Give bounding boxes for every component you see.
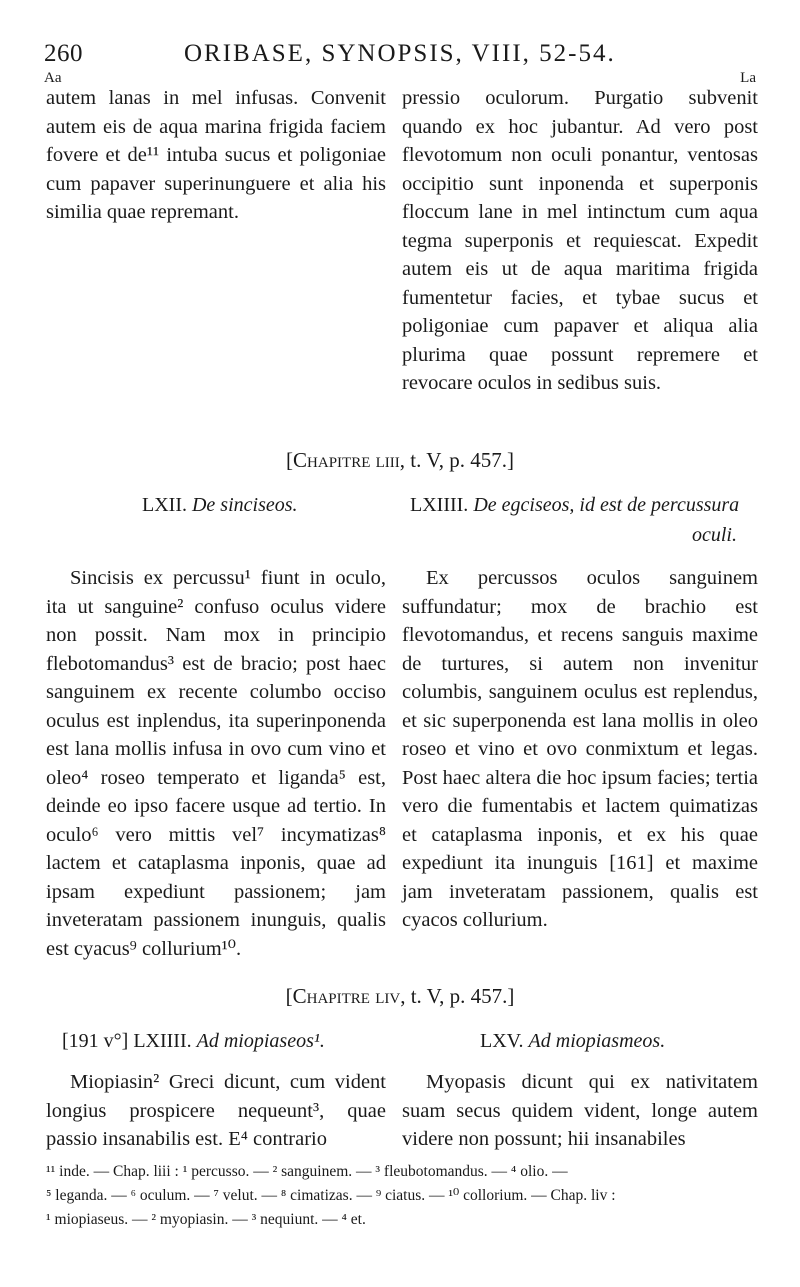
section-63-title-text: Ad miopiaseos¹. — [196, 1030, 325, 1052]
section-62-title — [142, 494, 298, 517]
section-63b-title-line1: De egciseos, id est de percussura — [473, 494, 740, 516]
section-63b-paragraph: Ex percussos oculos sanguinem suffundatur; mox de brachio est flevotomandus, et recens sanguis maxime de turtures, si autem non invenitur columbis, sanguinem oculus est replendus, et sic superponenda est lana mollis in oleo roseo et vino et ovo conmixtum et legas. Post haec altera die hoc ipsum facies; tertia vero die fumentabis et lactem quimatizas et cataplasma inponis, et ex his quae expediunt ita inunguis [161] et maxime jam inveteratam passionem, qualis est cyacos collurium. — [402, 567, 758, 931]
footnote-line-2: ⁵ leganda. — ⁶ oculum. — ⁷ velut. — ⁸ cimatizas. — ⁹ ciatus. — ¹⁰ collorium. — Chap. liv : — [46, 1187, 616, 1204]
top-left-column — [46, 84, 386, 227]
section-62-paragraph: Sincisis ex percussu¹ fiunt in oculo, ita ut sanguine² confuso oculus videre non possit. Nam mox in principio flebotomandus³ est de bracio; post haec sanguinem ex recente columbo occiso oculus est inplendus, ita superinponenda est lana mollis infusa in ovo cum vino et oleo⁴ roseo temperato et liganda⁵ est, deinde eo ipso facere usque ad tertio. In oculo⁶ vero mittis vel⁷ incymatizas⁸ lactem et cataplasma inponis, quae ad ipsam expediunt passionem; jam inveteratam passionem inunguis, qualis est cyacus⁹ collurium¹⁰. — [46, 567, 386, 960]
chapter-54-label: Chapitre liv — [292, 984, 401, 1008]
section-63b-body — [402, 564, 758, 935]
page-number: 260 — [44, 40, 83, 67]
footnotes — [46, 1160, 758, 1232]
footnote-line-3: ¹ miopiaseus. — ² myopiasin. — ³ nequiunt. — ⁴ et. — [46, 1211, 366, 1228]
chapter-54-heading — [0, 984, 800, 1009]
chapter-53-open-bracket: [ — [286, 448, 294, 472]
chapter-54-ref: , t. V, p. 457.] — [400, 984, 515, 1008]
section-63-paragraph: Miopiasin² Greci dicunt, cum vident longius prospicere nequeunt³, quae passio insanabilis est. E⁴ contrario — [46, 1071, 386, 1150]
section-62-title-text: De sinciseos. — [191, 494, 298, 516]
section-63-folio: [191 v°] — [62, 1030, 129, 1052]
section-63b-title-line2: oculi. — [692, 524, 737, 546]
manuscript-siglum-right: La — [740, 70, 756, 86]
section-63-number: LXIIII. — [133, 1030, 192, 1052]
chapter-53-heading — [0, 448, 800, 473]
section-63-body — [46, 1068, 386, 1154]
section-63-title — [62, 1030, 325, 1053]
chapter-53-label: Chapitre liii — [293, 448, 400, 472]
section-65-title-text: Ad miopiasmeos. — [528, 1030, 666, 1052]
section-63b-title — [410, 494, 739, 517]
section-63b-number: LXIIII. — [410, 494, 469, 516]
top-left-paragraph: autem lanas in mel infusas. Convenit autem eis de aqua marina frigida faciem fovere et de¹¹ intuba sucus et poligoniae cum papaver superinunguere et alia his similia quae repremant. — [46, 87, 386, 223]
footnote-line-1: ¹¹ inde. — Chap. liii : ¹ percusso. — ² sanguinem. — ³ fleubotomandus. — ⁴ olio. — — [46, 1163, 568, 1180]
section-62-body — [46, 564, 386, 963]
chapter-53-ref: , t. V, p. 457.] — [399, 448, 514, 472]
manuscript-siglum-left: Aa — [44, 70, 62, 86]
page-header — [44, 40, 756, 74]
section-65-title — [480, 1030, 665, 1053]
top-right-column — [402, 84, 758, 398]
section-65-paragraph: Myopasis dicunt qui ex nativitatem suam secus quidem vident, longe autem videre non possunt; hii insanabiles — [402, 1071, 758, 1150]
top-right-paragraph: pressio oculorum. Purgatio subvenit quando ex hoc jubantur. Ad vero post flevotomum non oculi ponantur, ventosas occipitio sunt inponenda et superponis floccum lane in mel intinctum cum aqua tegma superponis et requiescat. Expedit autem eis ut de aqua maritima frigida fumentetur facies, et tybae sucus et poligoniae cum papaver et aliqua alia plurima quae possunt repremere et revocare oculos in sedibus suis. — [402, 87, 758, 394]
chapter-54-open-bracket: [ — [285, 984, 293, 1008]
section-62-number: LXII. — [142, 494, 187, 516]
section-63b-title-cont — [692, 524, 737, 547]
section-65-number: LXV. — [480, 1030, 524, 1052]
section-65-body — [402, 1068, 758, 1154]
running-head: ORIBASE, SYNOPSIS, VIII, 52-54. — [184, 40, 616, 67]
